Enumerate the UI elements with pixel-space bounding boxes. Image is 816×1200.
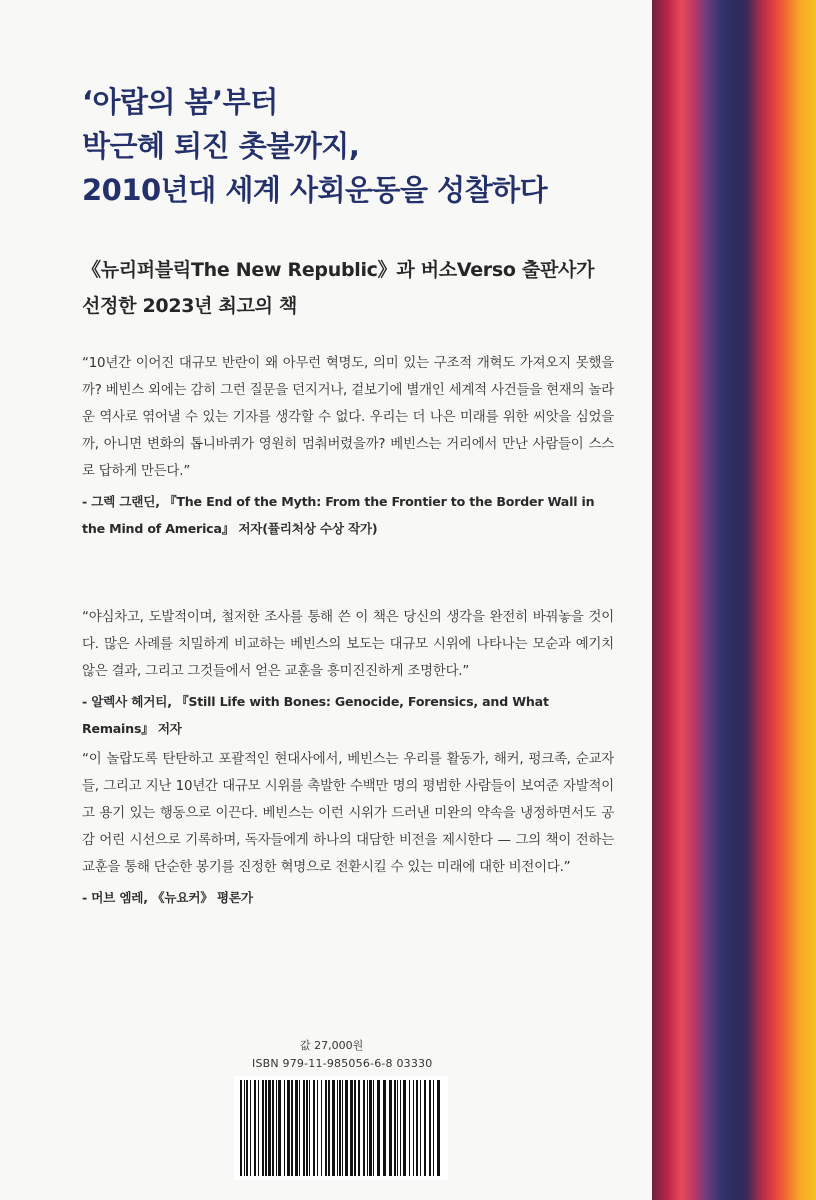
barcode-bar: [291, 1080, 293, 1176]
barcode-bar: [437, 1080, 440, 1176]
barcode-bar: [295, 1080, 298, 1176]
barcode-bar: [400, 1080, 401, 1176]
barcode-bar: [262, 1080, 264, 1176]
barcode: [234, 1076, 448, 1180]
barcode-bar: [377, 1080, 380, 1176]
barcode-bar: [367, 1080, 368, 1176]
subtitle: [82, 252, 642, 324]
subtitle-line-1: 《뉴리퍼블릭The New Republic》과 버소Verso 출판사가: [82, 259, 595, 281]
barcode-bar: [413, 1080, 414, 1176]
subtitle-line-2: 선정한 2023년 최고의 책: [82, 295, 298, 317]
barcode-bar: [369, 1080, 372, 1176]
barcode-bar: [303, 1080, 305, 1176]
barcode-bar: [309, 1080, 310, 1176]
quote-1: [82, 350, 614, 542]
barcode-bar: [416, 1080, 418, 1176]
quote-attribution: - 머브 엠레, 《뉴요커》 평론가: [82, 890, 253, 905]
barcode-bar: [409, 1080, 410, 1176]
barcode-bar: [363, 1080, 365, 1176]
quote-2: [82, 604, 614, 742]
headline-line-2: 박근혜 퇴진 촛불까지,: [82, 129, 360, 163]
barcode-bar: [268, 1080, 271, 1176]
barcode-bar: [328, 1080, 330, 1176]
barcode-bar: [313, 1080, 315, 1176]
barcode-bar: [246, 1080, 248, 1176]
price: 값 27,000원: [300, 1039, 364, 1052]
quote-text: “이 놀랍도록 탄탄하고 포괄적인 현대사에서, 베빈스는 우리를 활동가, 해커, 펑크족, 순교자들, 그리고 지난 10년간 대규모 시위를 촉발한 수백만 명의 평범한 사람들이 보여준 자발적이고 용기 있는 행동으로 이끈다. 베빈스는 이런 시위가 드러낸 미완의 약속을 냉정하면서도 공감 어린 시선으로 기록하며, 독자들에게 하나의 대담한 비전을 제시한다 — 그의 책이 전하는 교훈을 통해 단순한 봉기를 진정한 혁명으로 전환시킬 수 있는 미래에 대한 비전이다.”: [82, 752, 614, 875]
quote-attribution: - 그렉 그랜딘, 『The End of the Myth: From the Frontier to the Border Wall in the Mind of America』 저자(퓰리처상 수상 작가): [82, 494, 595, 536]
barcode-bar: [272, 1080, 274, 1176]
barcode-bar: [373, 1080, 374, 1176]
barcode-bar: [250, 1080, 251, 1176]
headline: [82, 80, 642, 212]
barcode-bar: [358, 1080, 360, 1176]
barcode-bar: [433, 1080, 434, 1176]
barcode-bar: [394, 1080, 396, 1176]
barcode-bar: [278, 1080, 281, 1176]
barcode-bar: [317, 1080, 318, 1176]
barcode-bar: [254, 1080, 256, 1176]
barcode-bar: [306, 1080, 308, 1176]
isbn: ISBN 979-11-985056-6-8 03330: [252, 1057, 433, 1070]
barcode-bar: [389, 1080, 392, 1176]
barcode-bar: [276, 1080, 277, 1176]
barcode-bar: [265, 1080, 267, 1176]
barcode-bar: [424, 1080, 426, 1176]
barcode-bar: [244, 1080, 245, 1176]
barcode-bar: [240, 1080, 242, 1176]
barcode-bar: [345, 1080, 348, 1176]
barcode-bar: [420, 1080, 421, 1176]
barcode-bar: [403, 1080, 406, 1176]
color-gradient-stripe: [652, 0, 816, 1200]
barcode-bar: [287, 1080, 290, 1176]
quote-text: “야심차고, 도발적이며, 철저한 조사를 통해 쓴 이 책은 당신의 생각을 완전히 바꿔놓을 것이다. 많은 사례를 치밀하게 비교하는 베빈스의 보도는 대규모 시위에 나타나는 모순과 예기치 않은 결과, 그리고 그것들에서 얻은 교훈을 흥미진진하게 조명한다.”: [82, 610, 614, 679]
quote-text: “10년간 이어진 대규모 반란이 왜 아무런 혁명도, 의미 있는 구조적 개혁도 가져오지 못했을까? 베빈스 외에는 감히 그런 질문을 던지거나, 겉보기에 별개인 세계적 사건들을 현재의 놀라운 역사로 엮어낼 수 있는 기자를 생각할 수 없다. 우리는 더 나은 미래를 위한 씨앗을 심었을까, 아니면 변화의 톱니바퀴가 영원히 멈춰버렸을까? 베빈스는 거리에서 만난 사람들이 스스로 답하게 만든다.”: [82, 356, 614, 479]
barcode-bar: [321, 1080, 322, 1176]
barcode-bar: [284, 1080, 285, 1176]
barcode-bar: [339, 1080, 341, 1176]
barcode-bar: [258, 1080, 259, 1176]
barcode-bar: [332, 1080, 335, 1176]
barcode-bar: [350, 1080, 353, 1176]
barcode-bar: [342, 1080, 343, 1176]
barcode-bar: [383, 1080, 386, 1176]
barcode-bar: [299, 1080, 300, 1176]
headline-line-3: 2010년대 세계 사회운동을 성찰하다: [82, 173, 548, 207]
barcode-bar: [354, 1080, 356, 1176]
quote-attribution: - 알렉사 헤거티, 『Still Life with Bones: Genocide, Forensics, and What Remains』 저자: [82, 694, 549, 736]
barcode-bar: [429, 1080, 431, 1176]
headline-line-1: ‘아랍의 봄’부터: [82, 85, 278, 119]
quote-3: [82, 746, 614, 911]
barcode-bar: [397, 1080, 398, 1176]
barcode-bar: [337, 1080, 338, 1176]
barcode-graphic: [234, 1076, 448, 1180]
barcode-bar: [325, 1080, 327, 1176]
